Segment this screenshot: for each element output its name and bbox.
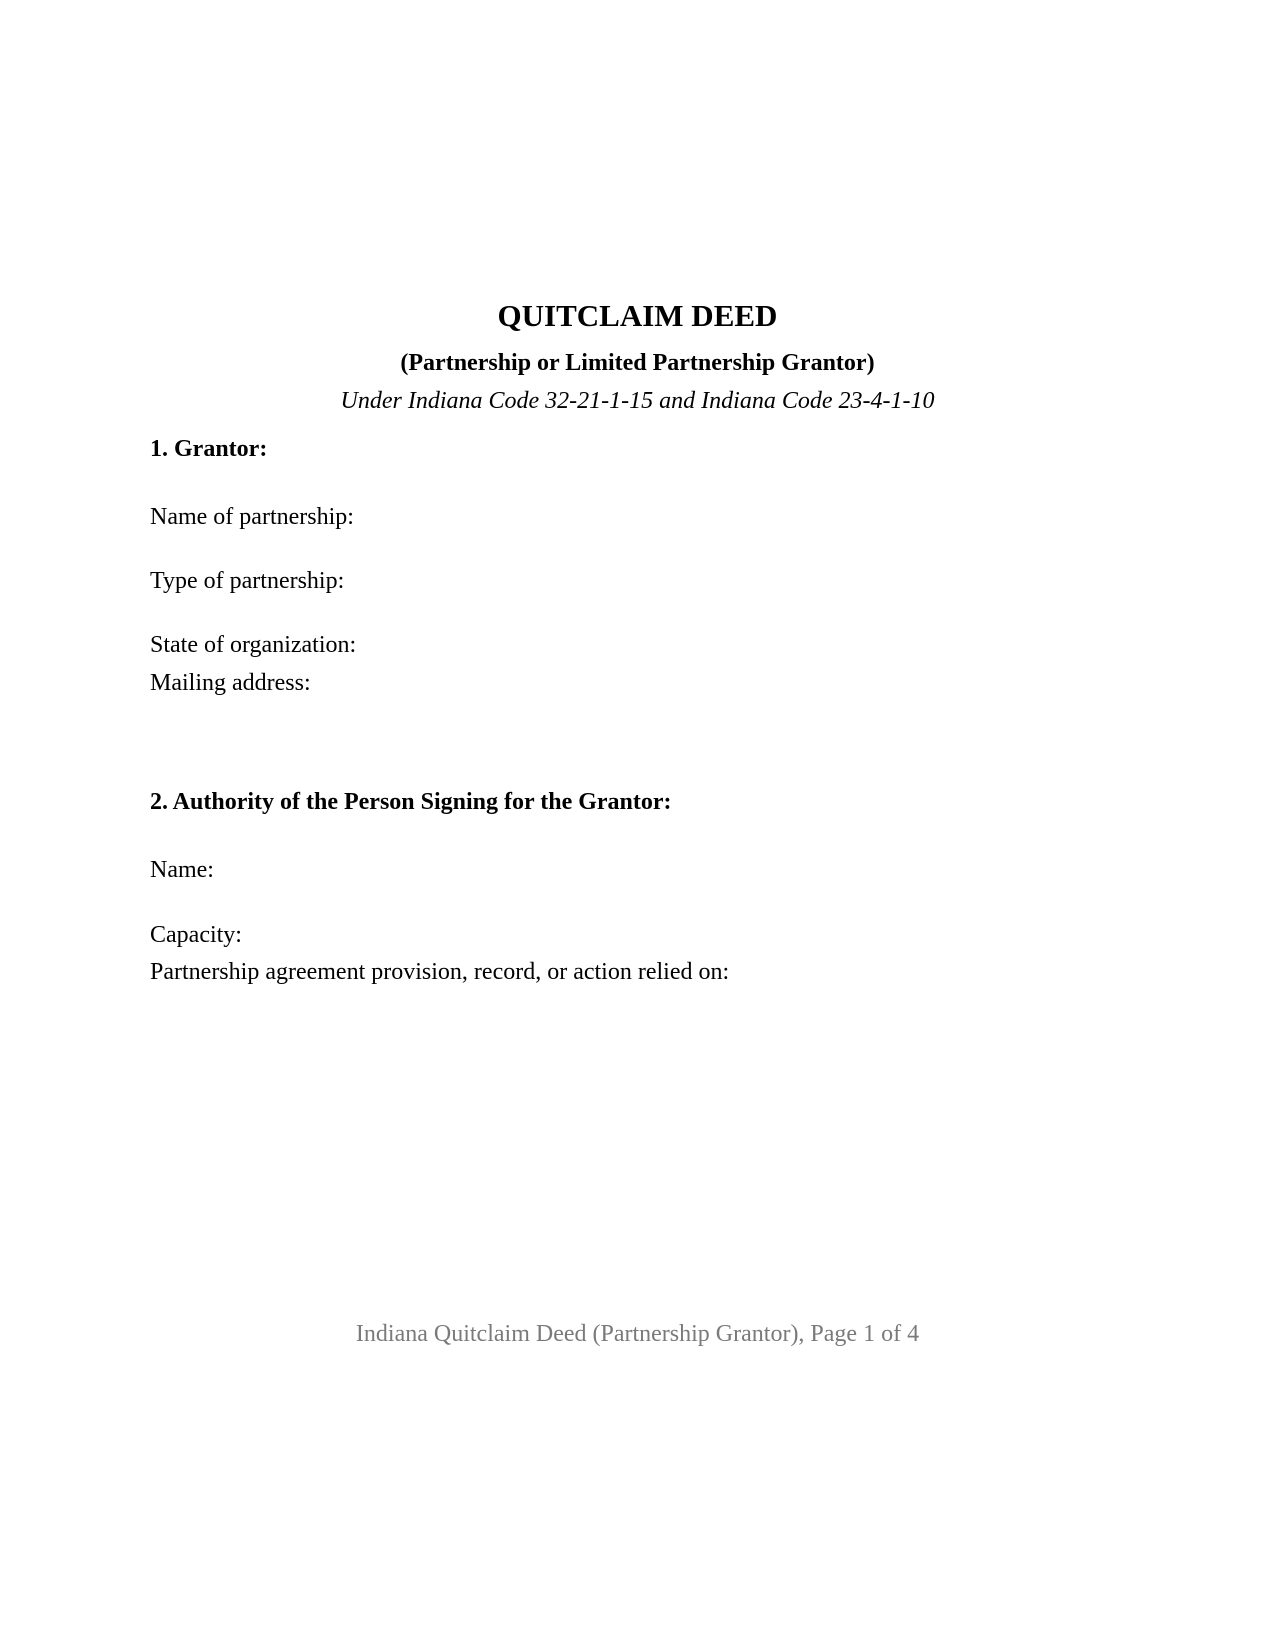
document-subtitle: (Partnership or Limited Partnership Grantor) <box>400 350 875 376</box>
capacity-label: Capacity: <box>150 922 242 948</box>
name-of-partnership-label: Name of partnership: <box>150 504 354 530</box>
section-2-heading: 2. Authority of the Person Signing for the Grantor: <box>150 789 672 815</box>
type-of-partnership-label: Type of partnership: <box>150 568 345 594</box>
section-1-heading: 1. Grantor: <box>150 436 268 462</box>
state-of-organization-label: State of organization: <box>150 632 357 658</box>
provision-relied-on-label: Partnership agreement provision, record, or action relied on: <box>150 959 730 985</box>
signer-name-label: Name: <box>150 857 214 883</box>
document-title: QUITCLAIM DEED <box>497 298 778 333</box>
mailing-address-label: Mailing address: <box>150 670 311 696</box>
statute-reference: Under Indiana Code 32-21-1-15 and Indiana Code 23-4-1-10 <box>340 388 935 414</box>
page-footer: Indiana Quitclaim Deed (Partnership Grantor), Page 1 of 4 <box>355 1321 920 1347</box>
